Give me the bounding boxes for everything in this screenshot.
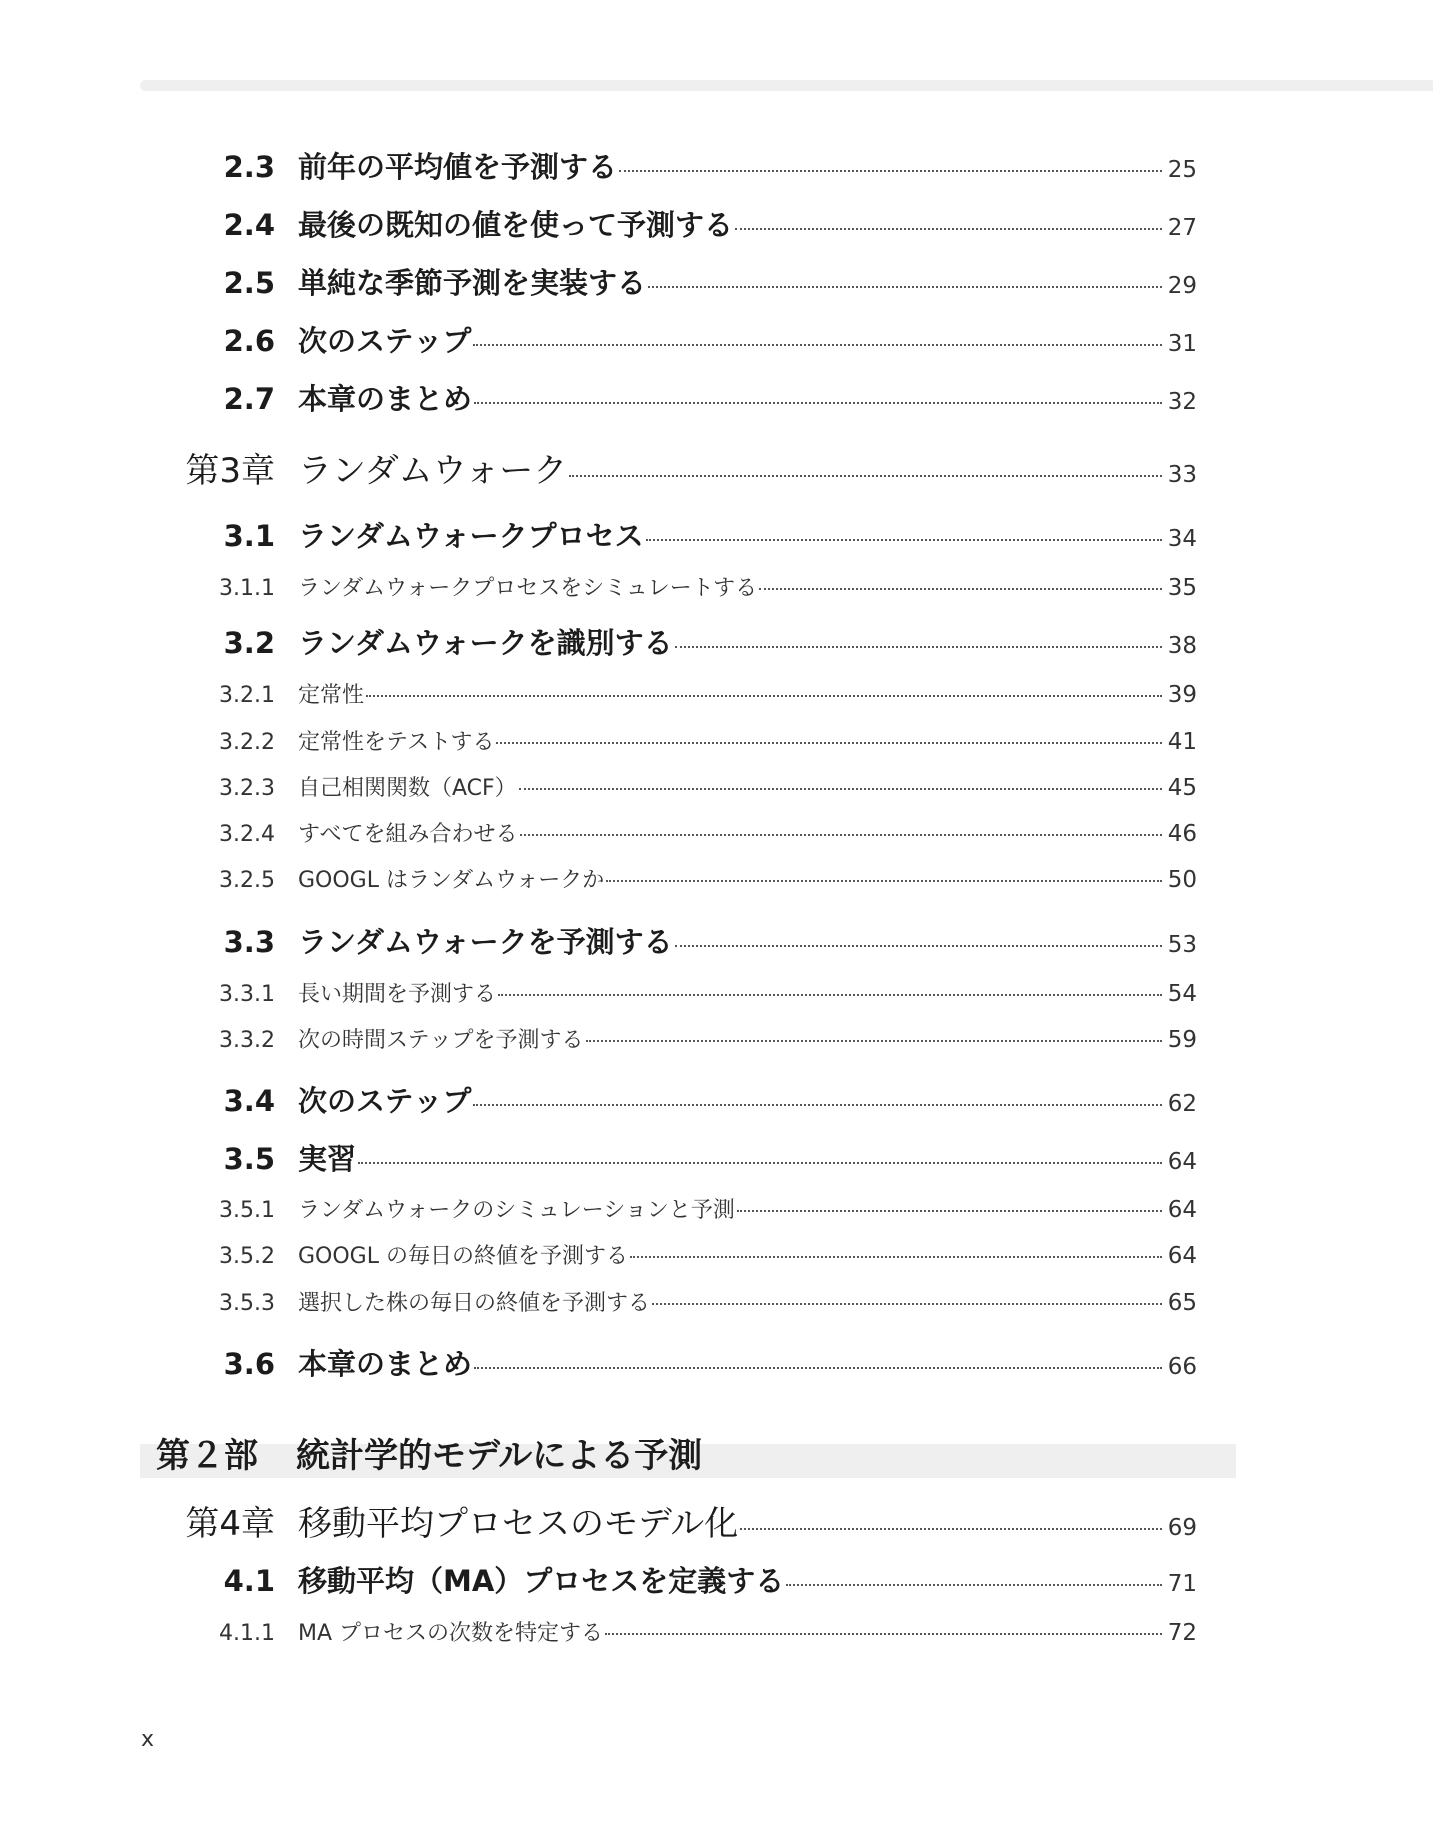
toc-entry-number: 第4章 [185, 1504, 275, 1544]
toc-entry-page: 72 [1167, 1620, 1197, 1646]
toc-entry-page: 39 [1167, 682, 1197, 708]
toc-entry-section[interactable] [0, 319, 1433, 360]
toc-entry-title: 自己相関関数（ACF） [298, 776, 517, 801]
toc-entry-number: 4.1.1 [219, 1621, 275, 1646]
toc-entry-section[interactable] [0, 920, 1433, 961]
toc-entry-title: ランダムウォークプロセスをシミュレートする [298, 576, 758, 601]
toc-entry-title: ランダムウォーク [298, 451, 568, 491]
toc-entry-page: 33 [1167, 462, 1197, 488]
toc-entry-title: 定常性 [298, 683, 365, 708]
toc-entry-subsection[interactable] [0, 571, 1433, 602]
toc-entry-page: 66 [1167, 1354, 1197, 1380]
toc-entry-section[interactable] [0, 203, 1433, 244]
dot-leader [737, 1210, 1162, 1212]
toc-entry-title: MA プロセスの次数を特定する [298, 1621, 604, 1646]
toc-entry-section[interactable] [0, 261, 1433, 302]
toc-entry-title: 選択した株の毎日の終値を予測する [298, 1291, 651, 1316]
toc-entry-page: 34 [1167, 526, 1197, 552]
toc-entry-subsection[interactable] [0, 977, 1433, 1008]
toc-entry-section[interactable] [0, 621, 1433, 662]
dot-leader [569, 475, 1162, 477]
toc-entry-number: 3.2.2 [219, 730, 275, 755]
toc-entry-page: 62 [1167, 1091, 1197, 1117]
toc-entry-title: ランダムウォークプロセス [298, 519, 644, 553]
toc-entry-page: 64 [1167, 1149, 1197, 1175]
toc-entry-title: 次のステップ [298, 1084, 472, 1118]
footer-page-number: x [141, 1727, 155, 1752]
toc-entry-title: すべてを組み合わせる [298, 822, 518, 847]
toc-entry-number: 3.2 [223, 626, 275, 660]
toc-entry-number: 3.1.1 [219, 576, 275, 601]
toc-entry-section[interactable] [0, 1137, 1433, 1178]
toc-entry-page: 29 [1167, 273, 1197, 299]
toc-entry-subsection[interactable] [0, 1239, 1433, 1270]
dot-leader [520, 834, 1162, 836]
toc-entry-number: 3.2.4 [219, 822, 275, 847]
toc-entry-section[interactable] [0, 514, 1433, 555]
toc-entry-number: 4.1 [223, 1564, 275, 1598]
toc-entry-number: 3.3.1 [219, 982, 275, 1007]
toc-entry-page: 32 [1167, 389, 1197, 415]
toc-entry-page: 25 [1167, 157, 1197, 183]
dot-leader [496, 742, 1162, 744]
dot-leader [786, 1584, 1162, 1586]
toc-entry-subsection[interactable] [0, 1286, 1433, 1317]
toc-entry-number: 3.2.3 [219, 776, 275, 801]
dot-leader [586, 1040, 1162, 1042]
part-number: 第２部 [156, 1436, 258, 1476]
toc-entry-page: 64 [1167, 1197, 1197, 1223]
toc-entry-subsection[interactable] [0, 725, 1433, 756]
toc-entry-number: 3.1 [223, 519, 275, 553]
top-decorative-bar [140, 80, 1433, 91]
toc-entry-title: 定常性をテストする [298, 730, 495, 755]
dot-leader [759, 588, 1162, 590]
toc-entry-title: 移動平均プロセスのモデル化 [298, 1504, 739, 1544]
toc-entry-number: 3.3 [223, 925, 275, 959]
toc-entry-page: 35 [1167, 575, 1197, 601]
dot-leader [646, 539, 1162, 541]
toc-entry-title: ランダムウォークのシミュレーションと予測 [298, 1198, 735, 1223]
dot-leader [648, 286, 1162, 288]
toc-entry-section[interactable] [0, 1342, 1433, 1383]
dot-leader [519, 788, 1162, 790]
toc-entry-number: 2.6 [223, 324, 275, 358]
toc-entry-subsection[interactable] [0, 771, 1433, 802]
toc-entry-number: 2.7 [223, 382, 275, 416]
toc-entry-chapter[interactable] [0, 443, 1433, 492]
toc-entry-title: 次のステップ [298, 324, 472, 358]
toc-entry-subsection[interactable] [0, 1616, 1433, 1647]
toc-entry-page: 69 [1167, 1515, 1197, 1541]
toc-entry-page: 65 [1167, 1290, 1197, 1316]
toc-entry-subsection[interactable] [0, 1023, 1433, 1054]
toc-entry-title: 本章のまとめ [298, 1347, 473, 1381]
toc-entry-title: 移動平均（MA）プロセスを定義する [298, 1564, 785, 1598]
toc-entry-section[interactable] [0, 145, 1433, 186]
dot-leader [735, 228, 1162, 230]
toc-entry-page: 53 [1167, 932, 1197, 958]
dot-leader [606, 880, 1162, 882]
dot-leader [366, 695, 1162, 697]
toc-entry-title: 実習 [298, 1142, 357, 1176]
toc-entry-number: 2.5 [223, 266, 275, 300]
toc-entry-title: 長い期間を予測する [298, 982, 497, 1007]
toc-entry-page: 27 [1167, 215, 1197, 241]
toc-entry-subsection[interactable] [0, 863, 1433, 894]
dot-leader [473, 344, 1162, 346]
toc-entry-section[interactable] [0, 1079, 1433, 1120]
dot-leader [652, 1303, 1162, 1305]
toc-entry-number: 3.5 [223, 1142, 275, 1176]
toc-entry-page: 46 [1167, 821, 1197, 847]
toc-entry-page: 59 [1167, 1027, 1197, 1053]
toc-entry-title: GOOGL の毎日の終値を予測する [298, 1244, 628, 1269]
toc-entry-title: 本章のまとめ [298, 382, 473, 416]
toc-entry-subsection[interactable] [0, 817, 1433, 848]
toc-entry-subsection[interactable] [0, 678, 1433, 709]
toc-entry-page: 50 [1167, 867, 1197, 893]
toc-entry-title: 最後の既知の値を使って予測する [298, 208, 734, 242]
toc-entry-title: 前年の平均値を予測する [298, 150, 618, 184]
toc-entry-page: 31 [1167, 331, 1197, 357]
toc-entry-page: 38 [1167, 633, 1197, 659]
toc-entry-number: 3.4 [223, 1084, 275, 1118]
toc-entry-number: 2.4 [223, 208, 275, 242]
toc-entry-number: 3.3.2 [219, 1028, 275, 1053]
toc-entry-title: 次の時間ステップを予測する [298, 1028, 584, 1053]
dot-leader [675, 945, 1162, 947]
toc-entry-page: 71 [1167, 1571, 1197, 1597]
toc-entry-title: ランダムウォークを予測する [298, 925, 673, 959]
toc-entry-number: 第3章 [185, 451, 275, 491]
part-title: 統計学的モデルによる予測 [296, 1436, 703, 1476]
toc-entry-number: 3.5.1 [219, 1198, 275, 1223]
part-heading [156, 1428, 702, 1477]
toc-entry-number: 3.2.1 [219, 683, 275, 708]
toc-entry-title: ランダムウォークを識別する [298, 626, 673, 660]
dot-leader [474, 1367, 1162, 1369]
toc-entry-page: 45 [1167, 775, 1197, 801]
dot-leader [473, 1104, 1162, 1106]
toc-entry-subsection[interactable] [0, 1193, 1433, 1224]
toc-entry-title: 単純な季節予測を実装する [298, 266, 647, 300]
toc-entry-number: 3.5.3 [219, 1291, 275, 1316]
toc-entry-number: 3.2.5 [219, 868, 275, 893]
dot-leader [675, 646, 1162, 648]
dot-leader [498, 994, 1162, 996]
toc-entry-page: 41 [1167, 729, 1197, 755]
dot-leader [619, 170, 1162, 172]
toc-entry-number: 2.3 [223, 150, 275, 184]
toc-entry-number: 3.5.2 [219, 1244, 275, 1269]
toc-entry-section[interactable] [0, 377, 1433, 418]
dot-leader [740, 1528, 1162, 1530]
dot-leader [605, 1633, 1162, 1635]
toc-entry-section[interactable] [0, 1559, 1433, 1600]
toc-entry-page: 54 [1167, 981, 1197, 1007]
toc-entry-title: GOOGL はランダムウォークか [298, 868, 605, 893]
dot-leader [358, 1162, 1162, 1164]
dot-leader [474, 402, 1162, 404]
dot-leader [630, 1256, 1162, 1258]
toc-entry-chapter[interactable] [0, 1496, 1433, 1545]
toc-entry-number: 3.6 [223, 1347, 275, 1381]
toc-entry-page: 64 [1167, 1243, 1197, 1269]
